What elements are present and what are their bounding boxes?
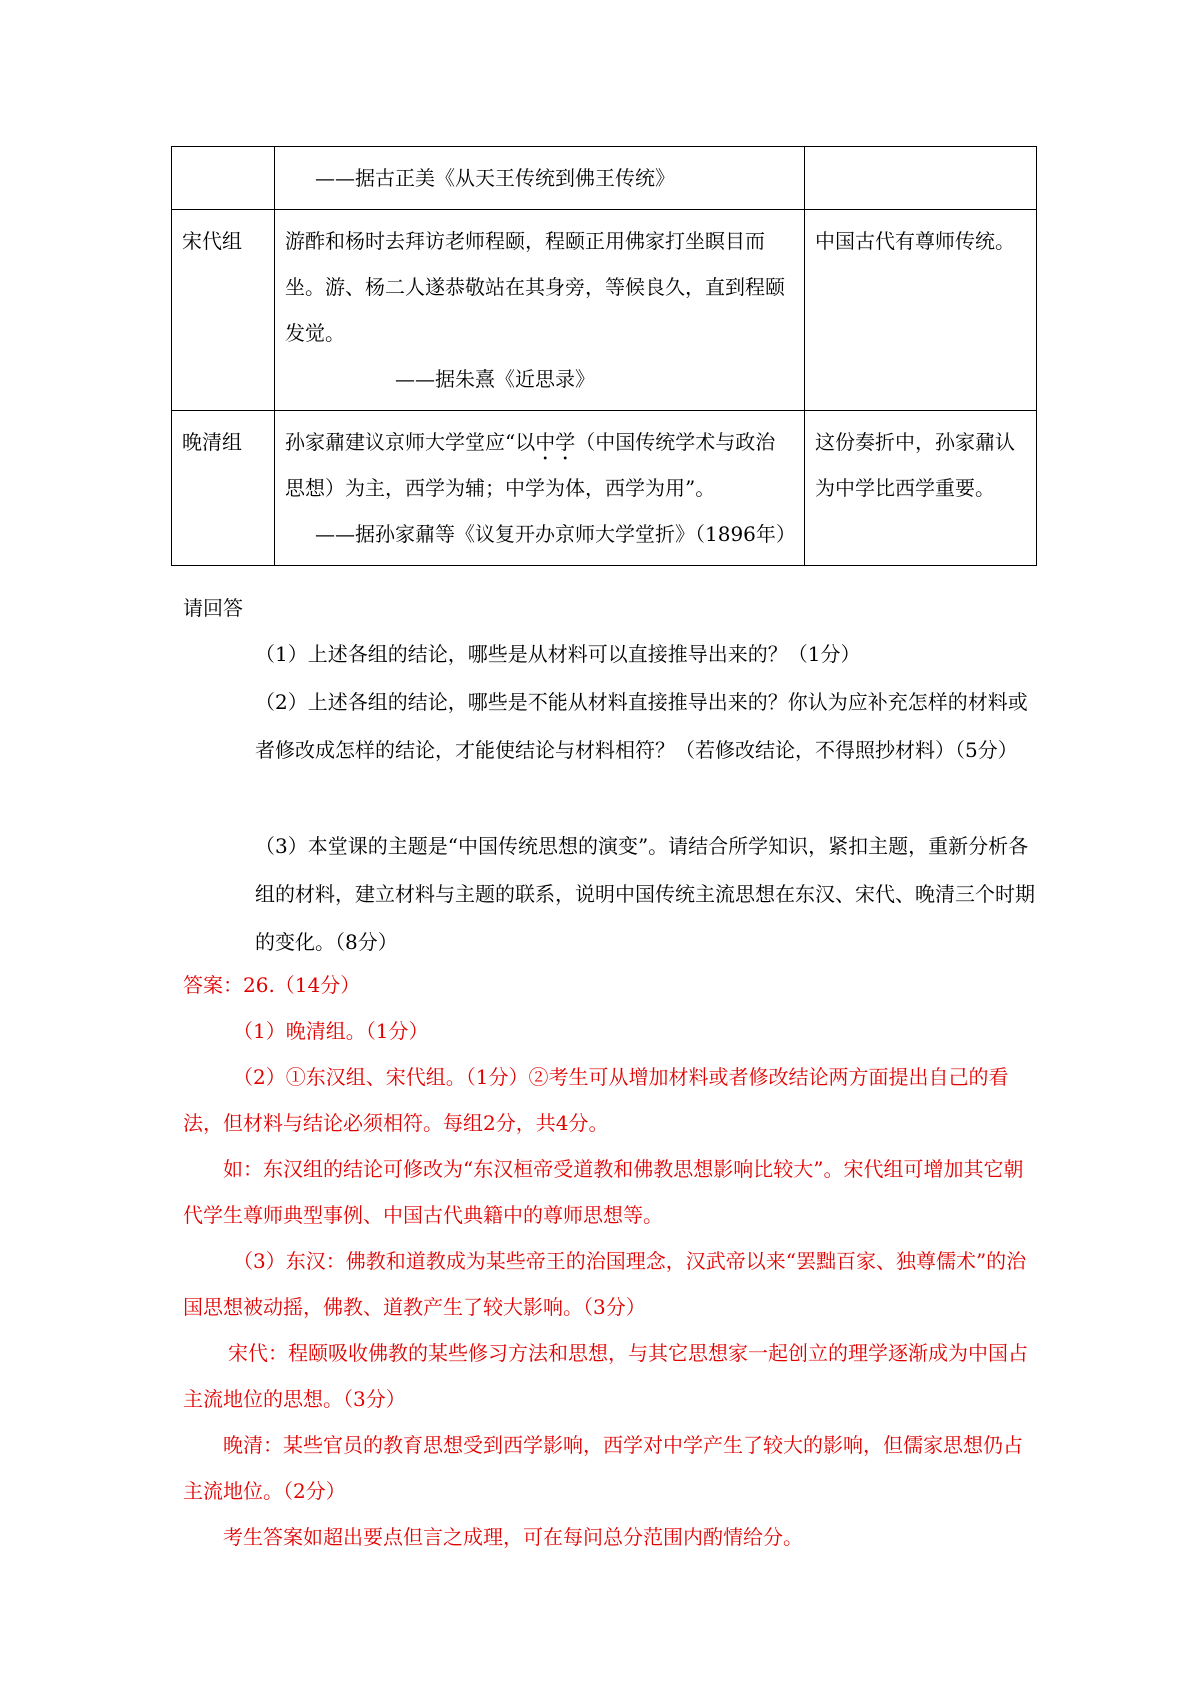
material-text: 游酢和杨时去拜访老师程颐，程颐正用佛家打坐瞑目而坐。游、杨二人遂恭敬站在其身旁，等候良久，直到程颐发觉。: [285, 229, 785, 345]
material-cell: [275, 210, 805, 411]
material-source: ——据朱熹《近思录》: [395, 367, 595, 391]
material-text: 孙家鼐建议京师大学堂应“以中学（中国传统学术与政治思想）为主，西学为辅；中学为体，西学为用”。: [285, 430, 776, 500]
material-source: ——据古正美《从天王传统到佛王传统》: [315, 166, 675, 190]
material-cell: [275, 147, 805, 210]
question-1: （1）上述各组的结论，哪些是从材料可以直接推导出来的？（1分）: [255, 642, 861, 666]
answer-3-song: 宋代：程颐吸收佛教的某些修习方法和思想，与其它思想家一起创立的理学逐渐成为中国占主流地位的思想。（3分）: [183, 1341, 1028, 1411]
material-source: ——据孙家鼐等《议复开办京师大学堂折》（1896年）: [315, 522, 796, 546]
questions-intro: 请回答: [183, 596, 243, 620]
question-3: （3）本堂课的主题是“中国传统思想的演变”。请结合所学知识，紧扣主题，重新分析各组的材料，建立材料与主题的联系，说明中国传统主流思想在东汉、宋代、晚清三个时期的变化。（8分）: [255, 834, 1035, 954]
answer-note: 考生答案如超出要点但言之成理，可在每问总分范围内酌情给分。: [223, 1525, 803, 1549]
answer-3-wanqing: 晚清：某些官员的教育思想受到西学影响，西学对中学产生了较大的影响，但儒家思想仍占主流地位。（2分）: [183, 1433, 1023, 1503]
question-2: （2）上述各组的结论，哪些是不能从材料直接推导出来的？你认为应补充怎样的材料或者修改成怎样的结论，才能使结论与材料相符？（若修改结论，不得照抄材料）（5分）: [255, 690, 1028, 762]
group-cell: [172, 147, 275, 210]
table-row: [172, 147, 1037, 210]
table-row: [172, 411, 1037, 566]
emphasized-term: 中学: [535, 430, 576, 454]
conclusion-cell: 这份奏折中，孙家鼐认为中学比西学重要。: [805, 411, 1037, 566]
answer-2-example: 如：东汉组的结论可修改为“东汉桓帝受道教和佛教思想影响比较大”。宋代组可增加其它朝代学生尊师典型事例、中国古代典籍中的尊师思想等。: [183, 1157, 1024, 1227]
group-cell: 宋代组: [172, 210, 275, 411]
answer-header: 答案：26.（14分）: [183, 973, 361, 997]
materials-table: [171, 146, 1037, 566]
conclusion-cell: [805, 147, 1037, 210]
answer-2: （2）①东汉组、宋代组。（1分）②考生可从增加材料或者修改结论两方面提出自己的看法，但材料与结论必须相符。每组2分，共4分。: [183, 1065, 1009, 1135]
group-cell: 晚清组: [172, 411, 275, 566]
conclusion-cell: 中国古代有尊师传统。: [805, 210, 1037, 411]
answer-3-donghan: （3）东汉：佛教和道教成为某些帝王的治国理念，汉武帝以来“罢黜百家、独尊儒术”的治国思想被动摇，佛教、道教产生了较大影响。（3分）: [183, 1249, 1027, 1319]
answer-1: （1）晚清组。（1分）: [233, 1019, 429, 1043]
table-row: [172, 210, 1037, 411]
material-cell: [275, 411, 805, 566]
